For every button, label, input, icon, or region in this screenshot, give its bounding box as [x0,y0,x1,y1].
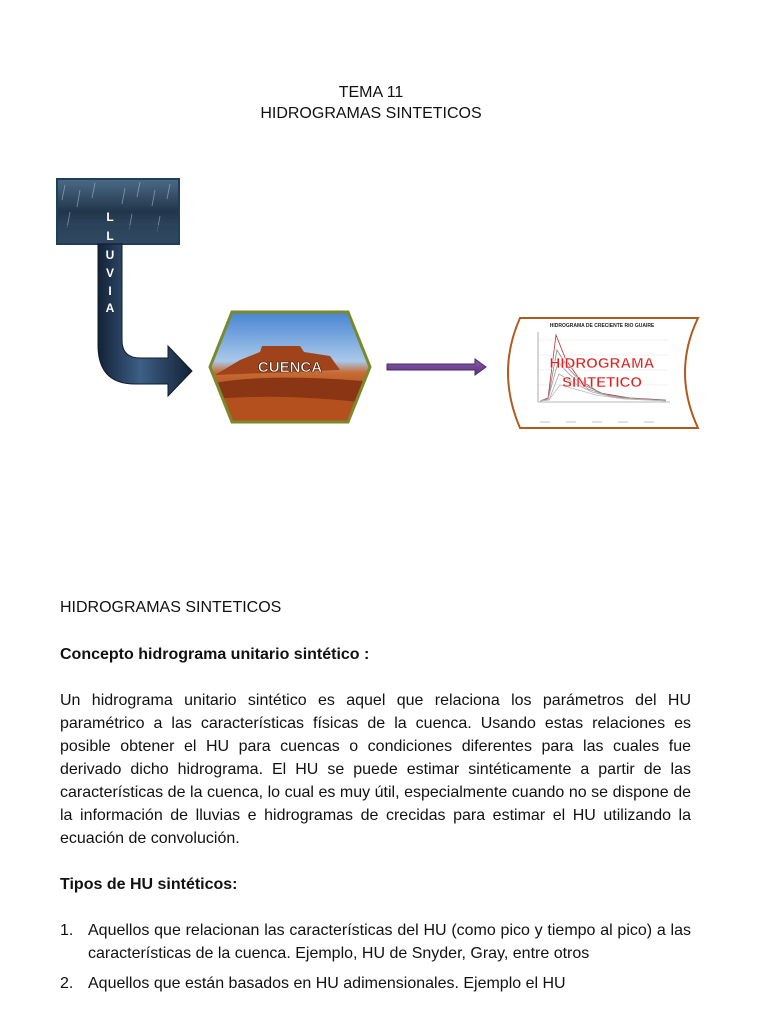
hydrograph-label-line2: SINTETICO [561,374,643,391]
topic-label: TEMA 11 [338,84,404,101]
types-list [60,919,691,995]
rain-letter: A [105,301,115,315]
rain-letter: L [106,210,114,224]
list-item-text: Aquellos que relacionan las características del HU (como pico y tiempo al pico) a las características de la cuenca. Ejemplo, HU de Snyder, Gray, entre otros [88,922,691,962]
basin-hexagon [205,308,375,426]
list-item [60,972,691,995]
types-heading: Tipos de HU sintéticos: [60,876,238,893]
rain-letter: V [105,266,115,280]
list-item [60,919,691,965]
list-item-number: 2. [60,975,74,992]
list-item-number: 1. [60,922,74,939]
flow-arrow [387,359,486,375]
hydrograph-panel [508,318,698,428]
rain-letter: L [106,229,114,243]
concept-paragraph: Un hidrograma unitario sintético es aquel que relaciona los parámetros del HU paramétrico a las características físicas de la cuenca. Usando estas relaciones es posible obtener el HU para cuencas o condiciones diferentes para las cuales fue derivado dicho hidrograma. El HU se puede estimar sintéticamente a partir de las características de la cuenca, lo cual es muy útil, especialmente cuando no se dispone de la información de lluvias e hidrogramas de crecidas para estimar el HU utilizando la ecuación de convolución. [60,692,691,847]
inset-chart-title: HIDROGRAMA DE CRECIENTE RIO GUAIRE [549,323,655,329]
hydrograph-label-line1: HIDROGRAMA [549,355,655,372]
rain-letter: I [108,284,112,298]
section-heading: HIDROGRAMAS SINTETICOS [60,599,282,616]
concept-heading: Concepto hidrograma unitario sintético : [60,646,370,663]
document-body [60,596,691,1002]
rain-letter: U [105,248,115,262]
basin-label: CUENCA [257,359,323,376]
list-item-text: Aquellos que están basados en HU adimensionales. Ejemplo el HU [88,975,566,992]
page-title: HIDROGRAMAS SINTETICOS [260,105,482,122]
rain-image [57,179,179,244]
